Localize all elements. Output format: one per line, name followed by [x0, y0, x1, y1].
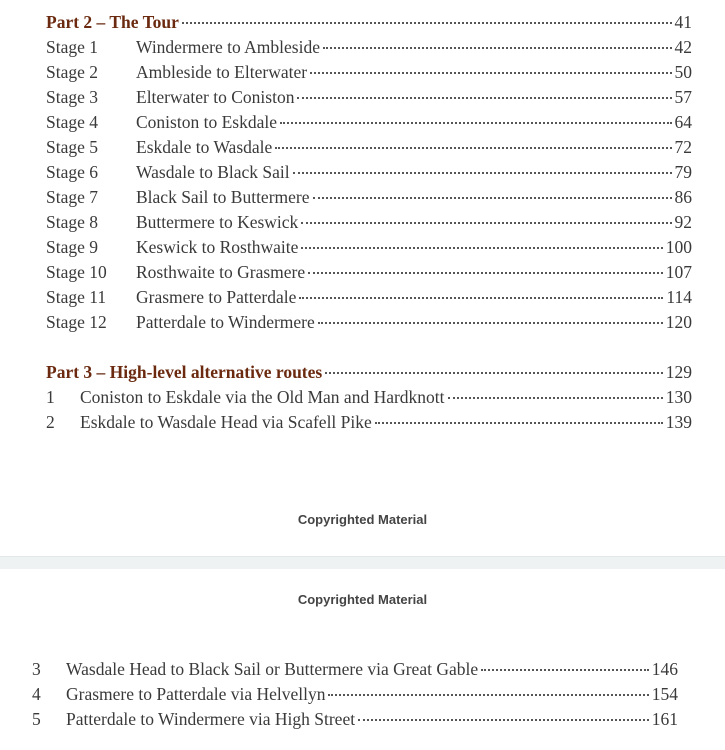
page-bottom	[0, 569, 725, 750]
stage-title: Coniston to Eskdale	[136, 112, 277, 132]
part2-page: 41	[674, 12, 692, 32]
leader-dots	[182, 22, 672, 24]
leader-dots	[293, 172, 672, 174]
copyright-notice: Copyrighted Material	[297, 512, 428, 527]
stage-title: Rosthwaite to Grasmere	[136, 262, 306, 282]
stage-page: 114	[666, 287, 692, 307]
leader-dots	[323, 47, 672, 49]
stage-title: Eskdale to Wasdale	[136, 137, 273, 157]
stage-row[interactable]	[46, 85, 692, 109]
part3-page: 129	[665, 362, 692, 382]
stage-page: 100	[665, 237, 692, 257]
stage-page: 92	[674, 212, 692, 232]
stage-row[interactable]	[46, 60, 692, 84]
stage-title: Patterdale to Windermere	[136, 312, 315, 332]
route-page: 130	[665, 387, 692, 407]
stage-page: 120	[665, 312, 692, 332]
stage-label: Stage 11	[46, 287, 107, 307]
stage-row[interactable]	[46, 310, 692, 334]
stage-title: Elterwater to Coniston	[136, 87, 295, 107]
stage-title: Wasdale to Black Sail	[136, 162, 290, 182]
route-title: Patterdale to Windermere via High Street	[66, 709, 356, 729]
leader-dots	[448, 397, 663, 399]
leader-dots	[308, 272, 663, 274]
stage-title: Grasmere to Patterdale	[136, 287, 297, 307]
part2-title: Part 2 – The Tour	[46, 12, 179, 32]
route-title: Wasdale Head to Black Sail or Buttermere via Great Gable	[66, 659, 479, 679]
stage-row[interactable]	[46, 260, 692, 284]
route-row[interactable]	[32, 707, 678, 731]
stage-row[interactable]	[46, 110, 692, 134]
leader-dots	[318, 322, 663, 324]
leader-dots	[280, 122, 672, 124]
stage-page: 107	[665, 262, 692, 282]
leader-dots	[310, 72, 671, 74]
stage-label: Stage 9	[46, 237, 99, 257]
route-title: Grasmere to Patterdale via Helvellyn	[66, 684, 326, 704]
stage-row[interactable]	[46, 185, 692, 209]
route-row[interactable]	[32, 657, 678, 681]
leader-dots	[299, 297, 663, 299]
stage-row[interactable]	[46, 285, 692, 309]
route-label: 1	[46, 387, 55, 407]
stage-row[interactable]	[46, 235, 692, 259]
leader-dots	[481, 669, 649, 671]
stage-title: Windermere to Ambleside	[136, 37, 320, 57]
copyright-notice: Copyrighted Material	[297, 592, 428, 607]
stage-title: Keswick to Rosthwaite	[136, 237, 299, 257]
stage-page: 72	[674, 137, 692, 157]
route-page: 154	[651, 684, 678, 704]
stage-row[interactable]	[46, 135, 692, 159]
route-row[interactable]	[46, 410, 692, 434]
part2-heading[interactable]	[46, 10, 692, 34]
route-row[interactable]	[46, 385, 692, 409]
page-divider	[0, 556, 725, 570]
route-label: 3	[32, 659, 41, 679]
stage-label: Stage 2	[46, 62, 99, 82]
stage-label: Stage 8	[46, 212, 99, 232]
route-row[interactable]	[32, 682, 678, 706]
route-page: 161	[651, 709, 678, 729]
stage-title: Buttermere to Keswick	[136, 212, 299, 232]
leader-dots	[301, 247, 662, 249]
stage-page: 79	[674, 162, 692, 182]
part3-title: Part 3 – High-level alternative routes	[46, 362, 323, 382]
stage-page: 42	[674, 37, 692, 57]
route-page: 146	[651, 659, 678, 679]
leader-dots	[358, 719, 649, 721]
stage-label: Stage 3	[46, 87, 99, 107]
stage-label: Stage 10	[46, 262, 107, 282]
stage-page: 86	[674, 187, 692, 207]
stage-page: 50	[674, 62, 692, 82]
stage-row[interactable]	[46, 160, 692, 184]
stage-label: Stage 4	[46, 112, 99, 132]
leader-dots	[313, 197, 672, 199]
leader-dots	[328, 694, 648, 696]
stage-label: Stage 5	[46, 137, 99, 157]
part3-heading[interactable]	[46, 360, 692, 384]
route-label: 2	[46, 412, 55, 432]
leader-dots	[375, 422, 663, 424]
leader-dots	[297, 97, 671, 99]
stage-page: 57	[674, 87, 692, 107]
route-page: 139	[665, 412, 692, 432]
route-label: 5	[32, 709, 41, 729]
stage-label: Stage 7	[46, 187, 99, 207]
route-title: Eskdale to Wasdale Head via Scafell Pike	[80, 412, 372, 432]
leader-dots	[301, 222, 671, 224]
stage-page: 64	[674, 112, 692, 132]
stage-title: Ambleside to Elterwater	[136, 62, 308, 82]
stage-label: Stage 12	[46, 312, 107, 332]
leader-dots	[325, 372, 663, 374]
stage-row[interactable]	[46, 35, 692, 59]
stage-title: Black Sail to Buttermere	[136, 187, 310, 207]
route-title: Coniston to Eskdale via the Old Man and Hardknott	[80, 387, 445, 407]
stage-label: Stage 6	[46, 162, 99, 182]
stage-label: Stage 1	[46, 37, 99, 57]
stage-row[interactable]	[46, 210, 692, 234]
route-label: 4	[32, 684, 41, 704]
leader-dots	[275, 147, 671, 149]
